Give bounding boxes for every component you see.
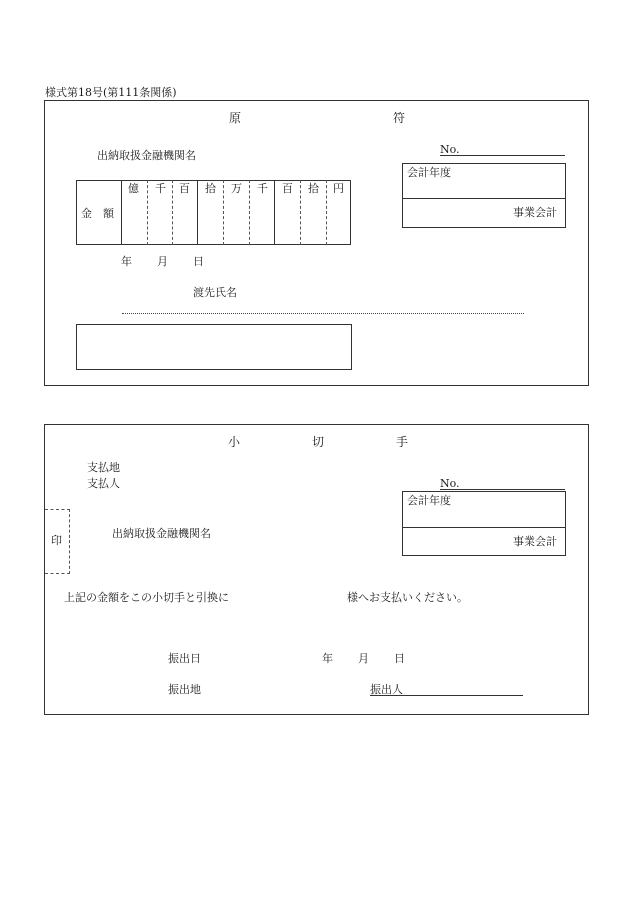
digit-juu: 拾 xyxy=(205,182,216,195)
payment-place-label: 支払地 xyxy=(87,461,120,474)
amount-label-1: 金 xyxy=(81,207,92,220)
instruction-left: 上記の金額をこの小切手と引換に xyxy=(64,591,229,604)
issue-place-label: 振出地 xyxy=(168,683,201,696)
check-title-3: 手 xyxy=(396,435,409,449)
check-date-month: 月 xyxy=(358,652,369,665)
digit-divider xyxy=(223,180,224,245)
check-section xyxy=(44,424,589,715)
check-title-1: 小 xyxy=(228,435,241,449)
issue-date-label: 振出日 xyxy=(168,652,201,665)
digit-man: 万 xyxy=(231,182,242,195)
drawer-underline xyxy=(370,695,523,696)
check-date-year: 年 xyxy=(322,652,333,665)
check-fiscal-year-label: 会計年度 xyxy=(407,494,451,507)
amount-label-2: 額 xyxy=(103,207,114,220)
digit-divider xyxy=(300,180,301,245)
stub-fiscal-year-label: 会計年度 xyxy=(407,166,451,179)
stub-recipient-label: 渡先氏名 xyxy=(193,286,237,299)
digit-hyaku-2: 百 xyxy=(282,182,293,195)
amount-label-divider xyxy=(121,180,122,245)
drawer-label: 振出人 xyxy=(370,683,403,696)
stub-title-left: 原 xyxy=(229,111,242,125)
form-number: 様式第18号(第111条関係) xyxy=(45,86,177,99)
check-no-underline xyxy=(440,489,565,490)
stub-blank-box xyxy=(76,324,352,370)
digit-divider xyxy=(172,180,173,245)
check-business-account-label: 事業会計 xyxy=(513,535,557,548)
check-no-label: No. xyxy=(440,477,460,490)
digit-oku: 億 xyxy=(128,182,139,195)
digit-divider-major xyxy=(197,180,198,245)
seal-label: 印 xyxy=(51,534,62,547)
check-fiscal-divider xyxy=(402,527,566,528)
stub-fiscal-divider xyxy=(402,198,566,199)
stub-date-month: 月 xyxy=(157,255,168,268)
digit-sen: 千 xyxy=(155,182,166,195)
digit-divider xyxy=(249,180,250,245)
digit-juu-2: 拾 xyxy=(308,182,319,195)
digit-yen: 円 xyxy=(333,182,344,195)
stub-no-label: No. xyxy=(440,143,460,156)
digit-hyaku: 百 xyxy=(179,182,190,195)
digit-divider xyxy=(147,180,148,245)
check-title-2: 切 xyxy=(312,435,325,449)
stub-recipient-line xyxy=(122,313,524,314)
instruction-right: 様へお支払いください。 xyxy=(347,591,468,604)
check-date-day: 日 xyxy=(394,652,405,665)
stub-business-account-label: 事業会計 xyxy=(513,206,557,219)
payer-label: 支払人 xyxy=(87,477,120,490)
stub-date-day: 日 xyxy=(193,255,204,268)
stub-no-underline xyxy=(440,155,565,156)
digit-divider xyxy=(326,180,327,245)
check-bank-label: 出納取扱金融機関名 xyxy=(112,527,211,540)
stub-bank-label: 出納取扱金融機関名 xyxy=(97,149,196,162)
digit-divider-major xyxy=(274,180,275,245)
digit-sen-2: 千 xyxy=(257,182,268,195)
stub-title-right: 符 xyxy=(393,111,406,125)
stub-date-year: 年 xyxy=(121,255,132,268)
